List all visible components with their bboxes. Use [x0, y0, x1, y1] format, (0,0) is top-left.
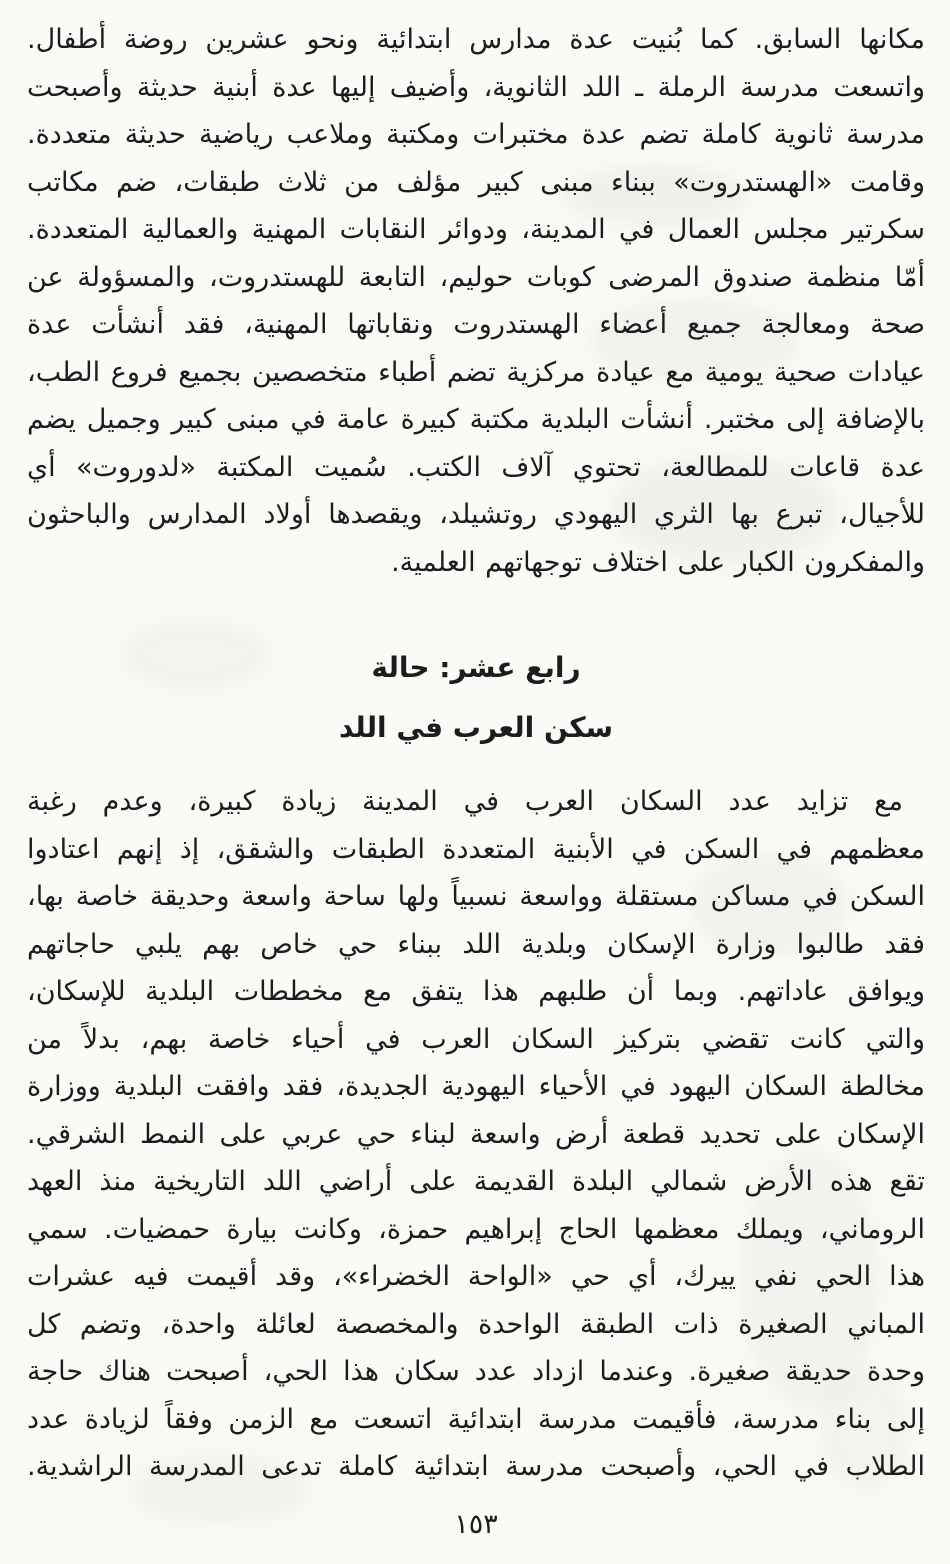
paragraph-body: [27, 778, 925, 1491]
text-line: الطلاب في الحي، وأصبحت مدرسة ابتدائية كاملة تدعى المدرسة الراشدية.: [27, 1451, 925, 1482]
text-line: تقع هذه الأرض شمالي البلدة القديمة على أراضي اللد التاريخية منذ العهد: [27, 1166, 925, 1197]
text-line: وقامت «الهستدروت» ببناء مبنى كبير مؤلف من ثلاث طبقات، ضم مكاتب: [27, 166, 925, 198]
text-line: والتي كانت تقضي بتركيز السكان العرب في أحياء خاصة بهم، بدلاً من: [27, 1023, 925, 1055]
text-line: الروماني، ويملك معظمها الحاج إبراهيم حمزة، وكانت بيارة حمضيات. سمي: [27, 1213, 925, 1245]
paragraph-continuation: [27, 16, 925, 586]
text-line: والمفكرون الكبار على اختلاف توجهاتهم العلمية.: [391, 546, 925, 578]
text-line: فقد طالبوا وزارة الإسكان وبلدية اللد ببناء حي خاص بهم يلبي حاجاتهم: [27, 928, 925, 960]
text-line: سكرتير مجلس العمال في المدينة، ودوائر النقابات المهنية والعمالية المتعددة.: [27, 214, 925, 245]
text-line: صحة ومعالجة جميع أعضاء الهستدروت ونقاباتها المهنية، فقد أنشأت عدة: [27, 309, 925, 340]
text-line: بالإضافة إلى مختبر. أنشأت البلدية مكتبة كبيرة عامة في مبنى كبير وجميل يضم: [27, 404, 925, 435]
text-line: عدة قاعات للمطالعة، تحتوي آلاف الكتب. سُميت المكتبة «لدوروت» أي: [27, 451, 925, 483]
text-line: وحدة حديقة صغيرة. وعندما ازداد عدد سكان هذا الحي، أصبحت هناك حاجة: [27, 1356, 925, 1387]
text-line: عيادات صحية يومية مع عيادة مركزية تضم أطباء متخصصين بجميع فروع الطب،: [27, 356, 925, 388]
text-line: ويوافق عاداتهم. وبما أن طلبهم هذا يتفق مع مخططات البلدية للإسكان،: [27, 976, 925, 1007]
text-line: مدرسة ثانوية كاملة تضم عدة مختبرات ومكتبة وملاعب رياضية حديثة متعددة.: [27, 119, 925, 150]
text-line: هذا الحي نفي ييرك، أي حي «الواحة الخضراء»، وقد أقيمت فيه عشرات: [27, 1261, 925, 1292]
text-line: الإسكان على تحديد قطعة أرض واسعة لبناء حي عربي على النمط الشرقي.: [27, 1118, 925, 1150]
text-line: واتسعت مدرسة الرملة ـ اللد الثانوية، وأضيف إليها عدة أبنية حديثة وأصبحت: [27, 71, 925, 103]
text-line: معظمهم في السكن في الأبنية المتعددة الطبقات والشقق، إذ إنهم اعتادوا: [27, 833, 925, 865]
text-line: مكانها السابق. كما بُنيت عدة مدارس ابتدائية ونحو عشرين روضة أطفال.: [27, 24, 925, 55]
text-line: مع تزايد عدد السكان العرب في المدينة زيادة كبيرة، وعدم رغبة: [27, 786, 903, 817]
text-line: للأجيال، تبرع بها الثري اليهودي روتشيلد، ويقصدها أولاد المدارس والباحثون: [27, 499, 925, 530]
section-heading-line-1: رابع عشر: حالة: [371, 651, 581, 684]
text-line: مخالطة السكان اليهود في الأحياء اليهودية الجديدة، فقد وافقت البلدية ووزارة: [27, 1071, 925, 1102]
text-line: أمّا منظمة صندوق المرضى كوبات حوليم، التابعة للهستدروت، والمسؤولة عن: [27, 261, 925, 293]
text-line: السكن في مساكن مستقلة وواسعة نسبياً ولها ساحة واسعة وحديقة خاصة بها،: [27, 881, 925, 912]
page-number: ١٥٣: [454, 1508, 498, 1540]
text-line: إلى بناء مدرسة، فأقيمت مدرسة ابتدائية اتسعت مع الزمن وفقاً لزيادة عدد: [27, 1403, 925, 1435]
section-heading: [27, 638, 925, 758]
section-heading-line-2: سكن العرب في اللد: [338, 711, 614, 744]
text-line: المباني الصغيرة ذات الطبقة الواحدة والمخصصة لعائلة واحدة، وتضم كل: [27, 1308, 925, 1340]
